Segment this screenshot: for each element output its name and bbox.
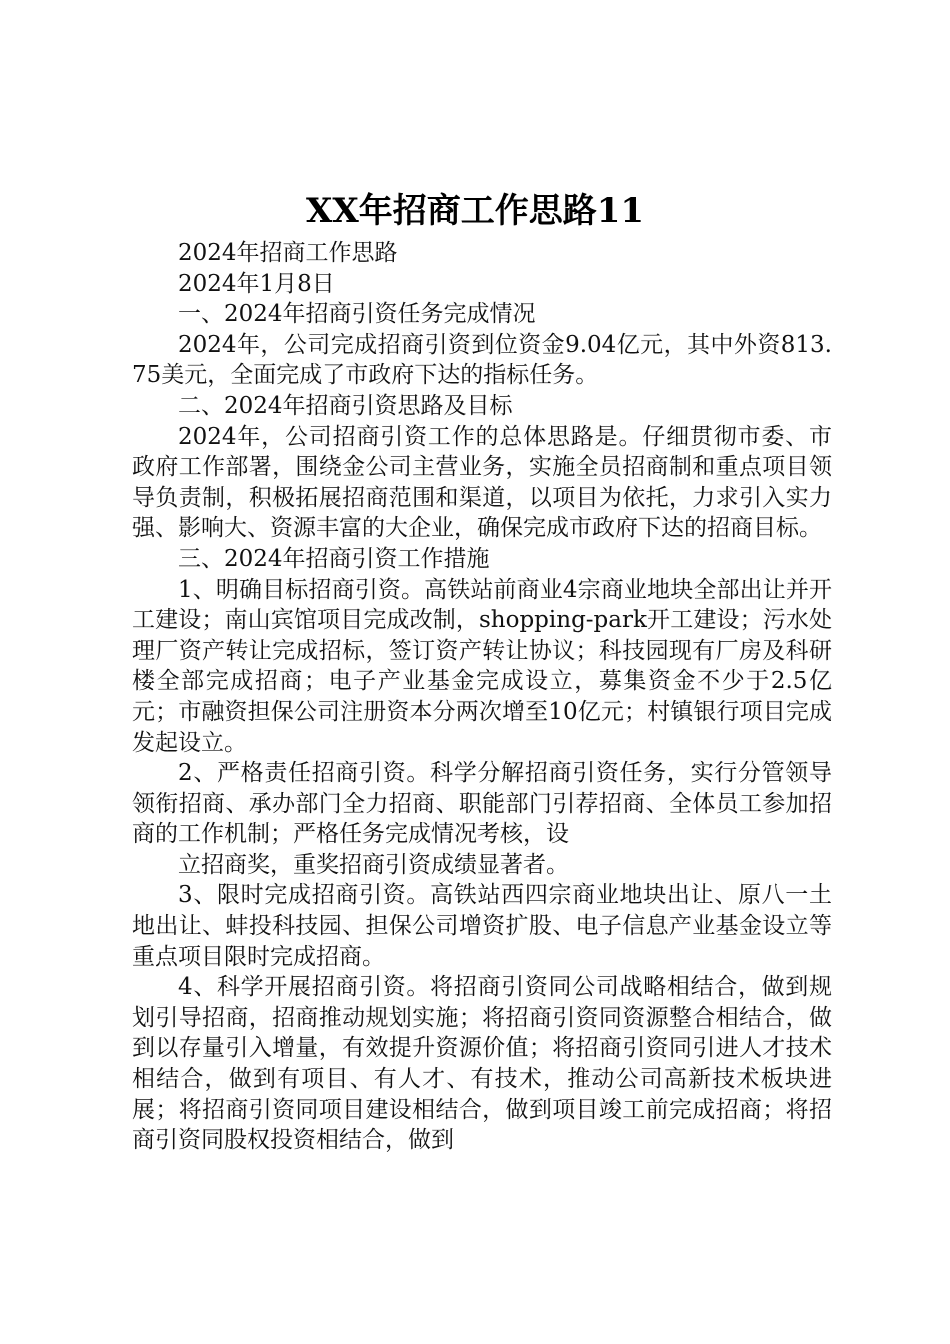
paragraph: 2024年，公司完成招商引资到位资金9.04亿元，其中外资813.75美元，全面完成了市政府下达的指标任务。 <box>132 331 832 389</box>
paragraph: 4、科学开展招商引资。将招商引资同公司战略相结合，做到规划引导招商，招商推动规划实施；将招商引资同资源整合相结合，做到以存量引入增量，有效提升资源价值；将招商引资同引进人才技术相结合，做到有项目、有人才、有技术，推动公司高新技术板块进展；将招商引资同项目建设相结合，做到项目竣工前完成招商；将招商引资同股权投资相结合，做到 <box>132 974 832 1154</box>
document-body <box>132 238 832 1156</box>
paragraph: 3、限时完成招商引资。高铁站西四宗商业地块出让、原八一土地出让、蚌投科技园、担保公司增资扩股、电子信息产业基金设立等重点项目限时完成招商。 <box>132 882 832 970</box>
section-heading-2: 二、2024年招商引资思路及目标 <box>178 392 513 419</box>
section-heading-3: 三、2024年招商引资工作措施 <box>178 545 490 572</box>
paragraph: 立招商奖，重奖招商引资成绩显著者。 <box>178 851 569 878</box>
paragraph: 2、严格责任招商引资。科学分解招商引资任务，实行分管领导领衔招商、承办部门全力招商、职能部门引荐招商、全体员工参加招商的工作机制；严格任务完成情况考核，设 <box>132 760 832 848</box>
section-heading-1: 一、2024年招商引资任务完成情况 <box>178 301 536 328</box>
document-title: XX年招商工作思路11 <box>305 191 645 231</box>
paragraph-date: 2024年1月8日 <box>178 270 335 297</box>
paragraph: 2024年，公司招商引资工作的总体思路是。仔细贯彻市委、市政府工作部署，围绕金公司主营业务，实施全员招商制和重点项目领导负责制，积极拓展招商范围和渠道，以项目为依托，力求引入实力强、影响大、资源丰富的大企业，确保完成市政府下达的招商目标。 <box>132 423 832 542</box>
paragraph: 1、明确目标招商引资。高铁站前商业4宗商业地块全部出让并开工建设；南山宾馆项目完成改制，shopping-park开工建设；污水处理厂资产转让完成招标，签订资产转让协议；科技园现有厂房及科研楼全部完成招商；电子产业基金完成设立，募集资金不少于2.5亿元；市融资担保公司注册资本分两次增至10亿元；村镇银行项目完成发起设立。 <box>132 576 832 756</box>
paragraph-subtitle: 2024年招商工作思路 <box>178 240 398 266</box>
